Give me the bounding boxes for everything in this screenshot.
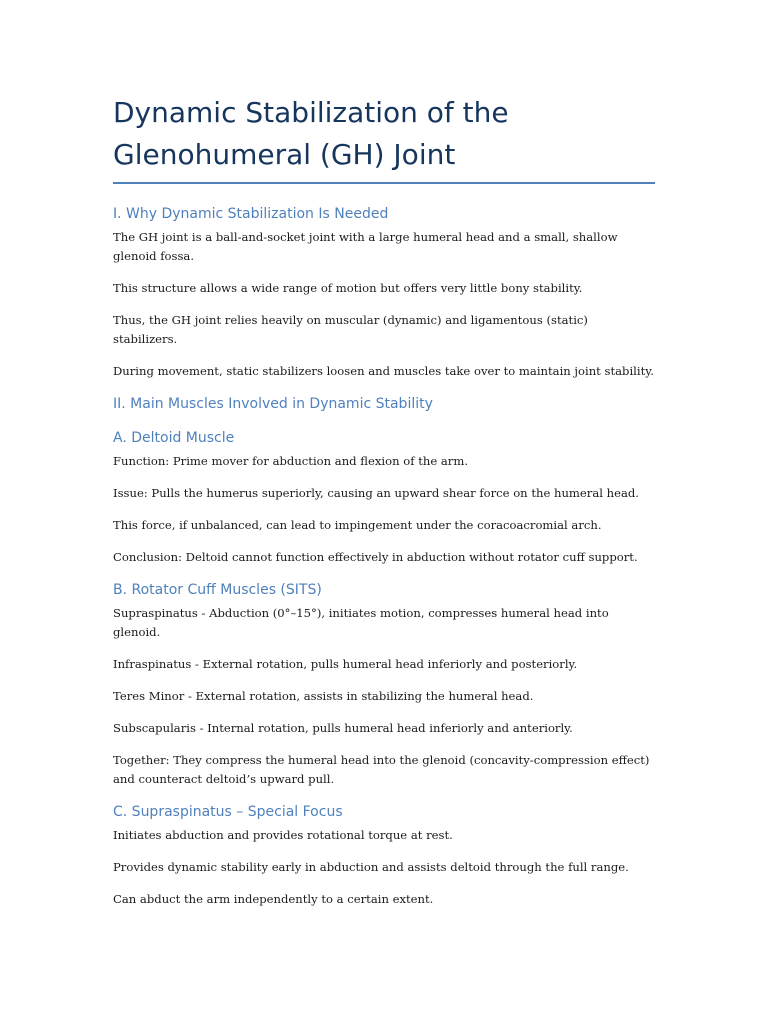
subsection-b-paragraph-1: Supraspinatus - Abduction (0°–15°), initiates motion, compresses humeral head into glenoid.	[113, 606, 609, 639]
subsection-c-paragraph-3: Can abduct the arm independently to a certain extent.	[113, 892, 434, 906]
subsection-b-paragraph-3: Teres Minor - External rotation, assists in stabilizing the humeral head.	[113, 689, 534, 703]
section-1-paragraph-4: During movement, static stabilizers loosen and muscles take over to maintain joint stability.	[113, 364, 654, 378]
subsection-c-paragraph-1: Initiates abduction and provides rotational torque at rest.	[113, 828, 453, 842]
subsection-a-paragraph-1: Function: Prime mover for abduction and flexion of the arm.	[113, 454, 469, 468]
subsection-c-heading: C. Supraspinatus – Special Focus	[113, 804, 343, 820]
subsection-b-paragraph-2: Infraspinatus - External rotation, pulls humeral head inferiorly and posteriorly.	[113, 657, 578, 671]
subsection-a-paragraph-4: Conclusion: Deltoid cannot function effectively in abduction without rotator cuff support.	[113, 550, 638, 564]
subsection-c-paragraph-2: Provides dynamic stability early in abduction and assists deltoid through the full range.	[113, 860, 629, 874]
title-underline	[113, 182, 655, 184]
subsection-a-heading: A. Deltoid Muscle	[113, 430, 235, 446]
section-1-paragraph-2: This structure allows a wide range of motion but offers very little bony stability.	[113, 281, 583, 295]
subsection-b-paragraph-4: Subscapularis - Internal rotation, pulls humeral head inferiorly and anteriorly.	[113, 721, 573, 735]
document-page	[113, 92, 655, 922]
document-title: Dynamic Stabilization of the Glenohumeral (GH) Joint	[113, 96, 509, 171]
subsection-b-heading: B. Rotator Cuff Muscles (SITS)	[113, 582, 322, 598]
section-1-paragraph-3: Thus, the GH joint relies heavily on muscular (dynamic) and ligamentous (static) stabilizers.	[113, 313, 588, 346]
section-1-heading: I. Why Dynamic Stabilization Is Needed	[113, 206, 389, 222]
subsection-a-paragraph-2: Issue: Pulls the humerus superiorly, causing an upward shear force on the humeral head.	[113, 486, 639, 500]
section-1-paragraph-1: The GH joint is a ball-and-socket joint with a large humeral head and a small, shallow glenoid fossa.	[113, 230, 618, 263]
subsection-b-paragraph-5: Together: They compress the humeral head into the glenoid (concavity-compression effect) and counteract deltoid’s upward pull.	[113, 753, 650, 786]
subsection-a-paragraph-3: This force, if unbalanced, can lead to impingement under the coracoacromial arch.	[113, 518, 602, 532]
section-2-heading: II. Main Muscles Involved in Dynamic Stability	[113, 396, 433, 412]
